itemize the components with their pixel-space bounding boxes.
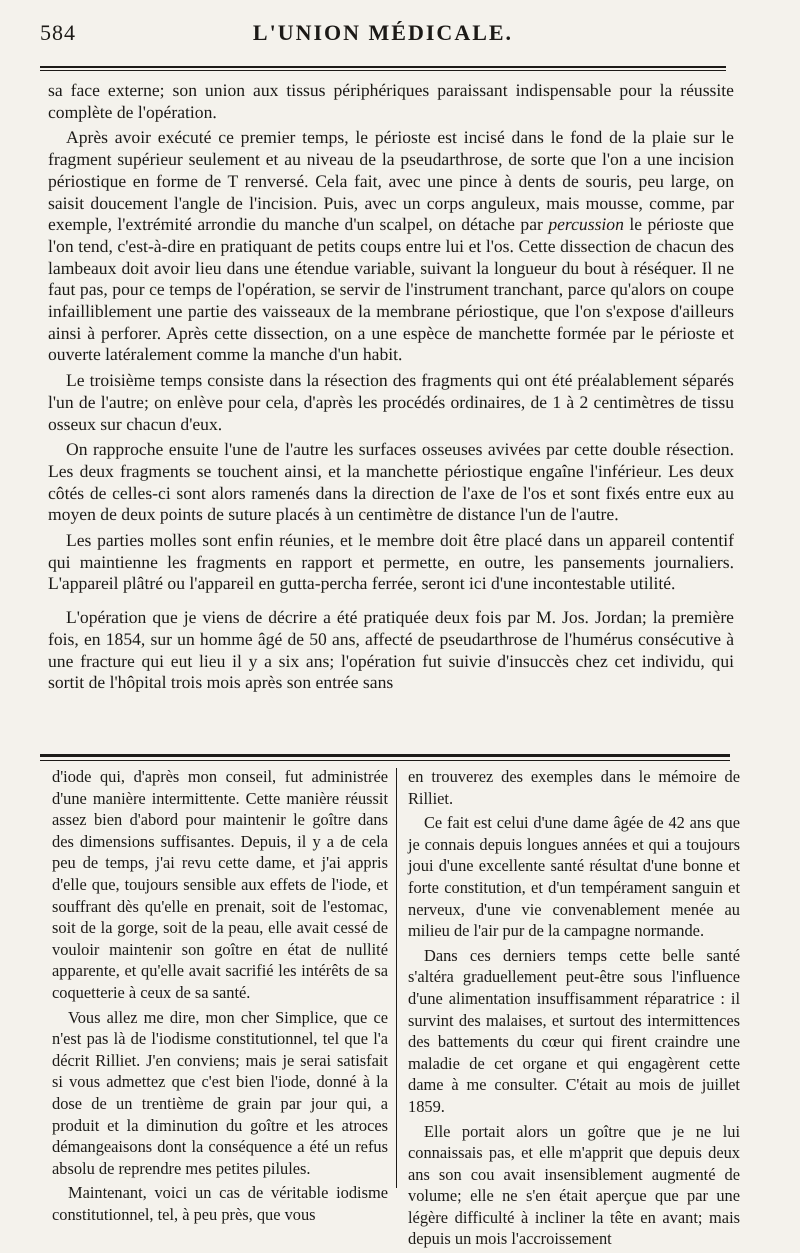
- paragraph: Maintenant, voici un cas de véritable iodisme constitutionnel, tel, à peu près, que vous: [52, 1183, 388, 1224]
- paragraph: Le troisième temps consiste dans la résection des fragments qui ont été préalablement séparés l'un de l'autre; on enlève pour cela, d'après les procédés ordinaires, de 1 à 2 centimètres de tissu osseux sur chacun d'eux.: [48, 370, 734, 434]
- paragraph: Dans ces derniers temps cette belle santé s'altéra graduellement peut-être sous l'influence d'une alimentation insuffisamment réparatrice : il survint des malaises, et surtout des intermittences des battements du cœur qui firent craindre une maladie de cet organe et qui engagèrent cette dame à me consulter. C'était au mois de juillet 1859.: [408, 945, 740, 1116]
- page-number: 584: [40, 20, 76, 45]
- text-run: le périoste que l'on tend, c'est-à-dire en pratiquant de petits coups entre lui et l'os. Cette dissection de chacun des lambeaux doit avoir lieu dans une étendue variable, suivant la longueur du bout à réséquer. Il ne faut pas, pour ce temps de l'opération, se servir de l'instrument tranchant, parce qu'alors on coupe infailliblement une partie des vaisseaux de la membrane périostique, que l'on s'expose d'ailleurs ainsi à perforer. Après cette dissection, on a une espèce de manchette formée par le périoste et ouverte latéralement comme la manche d'un habit.: [48, 214, 734, 365]
- paragraph: sa face externe; son union aux tissus périphériques paraissant indispensable pour la réussite complète de l'opération.: [48, 80, 734, 122]
- paragraph: Elle portait alors un goître que je ne lui connaissais pas, et elle m'apprit que depuis deux ans son cou avait insensiblement augmenté de volume; elle ne s'en était aperçue que par une légère difficulté à incliner la tête en avant; mais depuis un mois l'accroissement: [408, 1121, 740, 1249]
- section-rule: [40, 754, 730, 757]
- journal-title: L'UNION MÉDICALE.: [252, 20, 514, 45]
- main-article-text: [48, 80, 734, 698]
- paragraph: Vous allez me dire, mon cher Simplice, que ce n'est pas là de l'iodisme constitutionnel, tel que l'a décrit Rilliet. J'en conviens; mais je serai satisfait si vous admettez que c'est bien l'iode, donné à la dose de un trentième de grain par jour qui, a produit et la diminution du goître et les atroces démangeaisons dont la conséquence a été un refus absolu de reprendre mes petites pilules.: [52, 1007, 388, 1178]
- page-header: [40, 18, 726, 48]
- paragraph: en trouverez des exemples dans le mémoire de Rilliet.: [408, 767, 740, 808]
- paragraph: L'opération que je viens de décrire a été pratiquée deux fois par M. Jos. Jordan; la première fois, en 1854, sur un homme âgé de 50 ans, affecté de pseudarthrose de l'humérus consécutive à une fracture qui eut lieu il y a six ans; l'opération fut suivie d'insuccès chez cet individu, qui sortit de l'hôpital trois mois après son entrée sans: [48, 607, 734, 693]
- feuilleton-left-column: [52, 766, 388, 1228]
- paragraph: d'iode qui, d'après mon conseil, fut administrée d'une manière intermittente. Cette manière réussit assez bien d'abord pour maintenir le goître dans des dimensions suffisantes. Depuis, il y a de cela peu de temps, j'ai revu cette dame, et j'ai appris d'elle que, toujours sensible aux effets de l'iode, et souffrant dès qu'elle en prenait, soit de l'estomac, soit de la gorge, soit de la peau, elle avait cessé de vouloir maintenir son goître en état de nullité apparente, et qu'elle avait sacrifié les intérêts de sa coquetterie à ceux de sa santé.: [52, 767, 388, 1002]
- paragraph: On rapproche ensuite l'une de l'autre les surfaces osseuses avivées par cette double résection. Les deux fragments se touchent ainsi, et la manchette périostique engaîne l'inférieur. Les deux côtés de celles-ci sont alors ramenés dans la direction de l'axe de l'os et sont fixés entre eux au moyen de deux points de suture placés à un centimètre de distance l'un de l'autre.: [48, 439, 734, 525]
- text-run: Après avoir exécuté ce premier temps, le périoste est incisé dans le fond de la plaie sur le fragment supérieur seulement et au niveau de la pseudarthrose, de sorte que l'on a une incision périostique en forme de T renversé. Cela fait, avec une pince à dents de souris, peu large, on saisit doucement l'angle de l'incision. Puis, avec un corps anguleux, mais mousse, comme, par exemple, l'extrémité arrondie du manche d'un scalpel, on détache par: [48, 127, 734, 235]
- paragraph: Les parties molles sont enfin réunies, et le membre doit être placé dans un appareil contentif qui maintienne les fragments en rapport et permette, en outre, les pansements journaliers. L'appareil plâtré ou l'appareil en gutta-percha ferrée, seront ici d'une incontestable utilité.: [48, 530, 734, 594]
- paragraph: [48, 127, 734, 366]
- section-rule-thin: [40, 760, 730, 761]
- italic-term: percussion: [548, 214, 624, 235]
- paragraph: Ce fait est celui d'une dame âgée de 42 ans que je connais depuis longues années et qui a toujours joui d'une excellente santé résultat d'une bonne et forte constitution, et d'un tempérament sanguin et nerveux, d'une vie convenablement menée au milieu de l'air pur de la campagne normande.: [408, 813, 740, 941]
- header-rule-thin: [40, 70, 726, 71]
- header-rule: [40, 66, 726, 68]
- column-divider: [396, 768, 397, 1188]
- feuilleton-right-column: [408, 766, 740, 1253]
